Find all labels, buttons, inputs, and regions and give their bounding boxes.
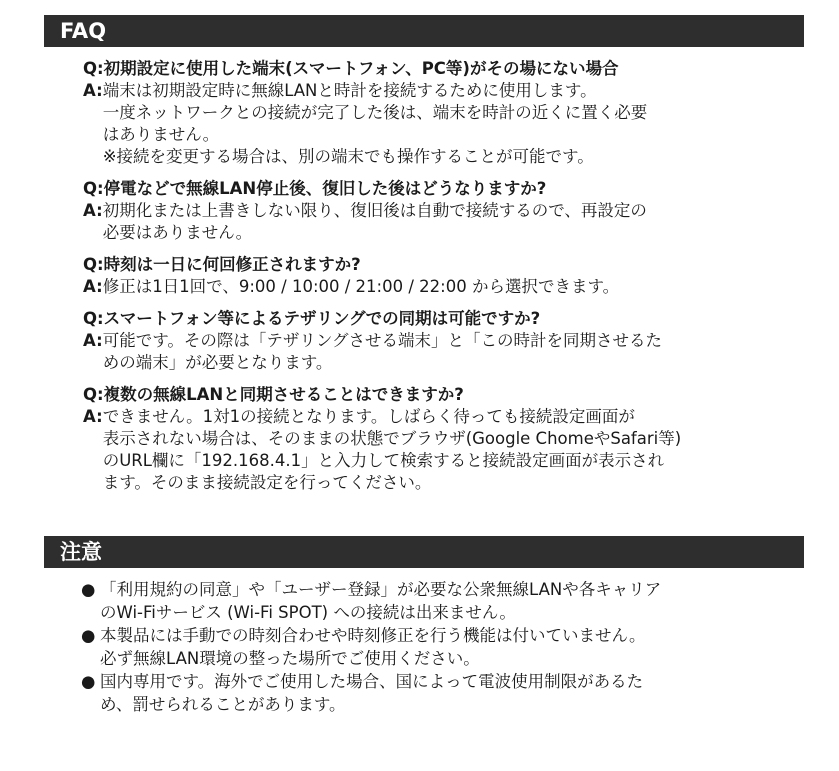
question-prefix: Q: [83,179,104,198]
faq-question [83,254,803,276]
bullet-icon: ● [81,672,96,691]
notice-line: 国内専用です。海外でご使用した場合、国によって電波使用制限があるた [100,672,644,691]
faq-answer [83,276,803,298]
question-prefix: Q: [83,59,104,78]
faq-item [83,58,803,168]
answer-line: 表示されない場合は、そのままの状態でブラウザ(Google ChomeやSafari等) [102,429,682,448]
answer-line: 可能です。その際は「テザリングさせる端末」と「この時計を同期させるた [102,331,663,350]
faq-answer [83,200,803,244]
question-text: スマートフォン等によるテザリングでの同期は可能ですか? [103,309,541,328]
faq-list [83,58,803,504]
answer-line: ます。そのまま接続設定を行ってください。 [102,473,432,492]
notice-line: 必ず無線LAN環境の整った場所でご使用ください。 [100,649,480,668]
faq-item [83,178,803,244]
answer-prefix: A: [83,277,103,296]
faq-question [83,178,803,200]
question-prefix: Q: [83,385,104,404]
faq-question [83,58,803,80]
answer-line: のURL欄に「192.168.4.1」と入力して検索すると接続設定画面が表示され [102,451,665,470]
answer-line: できません。1対1の接続となります。しばらく待っても接続設定画面が [102,407,635,426]
answer-prefix: A: [83,331,103,350]
answer-prefix: A: [83,81,103,100]
faq-item [83,384,803,494]
notice-line: め、罰せられることがあります。 [100,695,346,714]
notice-section-header [44,536,804,568]
answer-line: 端末は初期設定時に無線LANと時計を接続するために使用します。 [102,81,597,100]
notice-item [81,578,801,624]
answer-line: 一度ネットワークとの接続が完了した後は、端末を時計の近くに置く必要 [102,103,648,122]
question-text: 停電などで無線LAN停止後、復旧した後はどうなりますか? [103,179,547,198]
question-prefix: Q: [83,255,104,274]
question-text: 複数の無線LANと同期させることはできますか? [103,385,464,404]
faq-section-header [44,15,804,47]
notice-line: 「利用規約の同意」や「ユーザー登録」が必要な公衆無線LANや各キャリア [100,580,662,599]
notice-title: 注意 [60,540,102,564]
notice-item [81,670,801,716]
faq-answer [83,80,803,168]
notice-line: 本製品には手動での時刻合わせや時刻修正を行う機能は付いていません。 [100,626,646,645]
question-prefix: Q: [83,309,104,328]
answer-line: 修正は1日1回で、9:00 / 10:00 / 21:00 / 22:00 から選択できます。 [102,277,620,296]
answer-line: 必要はありません。 [102,223,253,242]
faq-answer [83,406,803,494]
question-text: 初期設定に使用した端末(スマートフォン、PC等)がその場にない場合 [103,59,619,78]
answer-prefix: A: [83,407,103,426]
faq-question [83,384,803,406]
notice-item [81,624,801,670]
bullet-icon: ● [81,626,96,645]
bullet-icon: ● [81,580,96,599]
faq-title: FAQ [60,19,107,43]
answer-line: めの端末」が必要となります。 [102,353,333,372]
faq-question [83,308,803,330]
notice-list [81,578,801,716]
answer-line: ※接続を変更する場合は、別の端末でも操作することが可能です。 [102,147,594,166]
faq-answer [83,330,803,374]
faq-item [83,308,803,374]
answer-line: 初期化または上書きしない限り、復旧後は自動で接続するので、再設定の [102,201,647,220]
question-text: 時刻は一日に何回修正されますか? [103,255,361,274]
answer-prefix: A: [83,201,103,220]
faq-item [83,254,803,298]
answer-line: はありません。 [102,125,220,144]
notice-line: のWi-Fiサービス (Wi-Fi SPOT) への接続は出来ません。 [100,603,516,622]
